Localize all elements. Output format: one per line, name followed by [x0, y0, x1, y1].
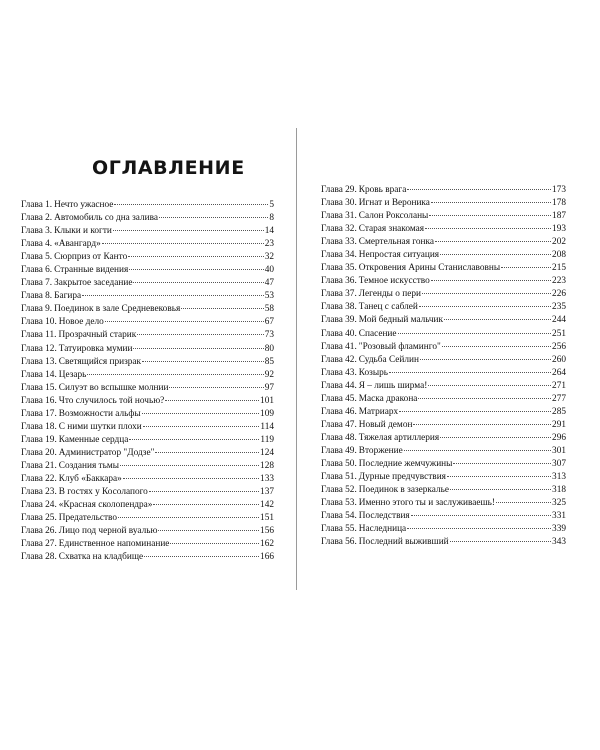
dot-leader — [159, 217, 268, 218]
dot-leader — [425, 228, 551, 229]
chapter-title: Матриарх — [358, 406, 399, 417]
page-number: 226 — [552, 289, 566, 300]
dot-leader — [114, 204, 268, 205]
chapter-number: Глава 10. — [21, 317, 57, 328]
chapter-number: Глава 11. — [21, 330, 57, 341]
page-number: 47 — [264, 278, 274, 289]
chapter-number: Глава 19. — [21, 434, 57, 445]
page-number: 313 — [552, 472, 566, 483]
chapter-title: Козырь — [358, 367, 388, 378]
dot-leader — [113, 230, 264, 231]
page-number: 92 — [264, 369, 274, 380]
dot-leader — [165, 400, 259, 401]
chapter-number: Глава 44. — [321, 380, 357, 391]
page-number: 202 — [552, 237, 566, 248]
page-number: 114 — [260, 421, 274, 432]
toc-title: ОГЛАВЛЕНИЕ — [92, 157, 245, 179]
toc-entry — [321, 341, 566, 354]
chapter-title: Странные видения — [54, 265, 129, 276]
dot-leader — [450, 489, 551, 490]
dot-leader — [428, 385, 551, 386]
page-number: 32 — [264, 252, 274, 263]
toc-entry — [21, 316, 274, 329]
toc-entry — [321, 236, 566, 249]
chapter-number: Глава 28. — [21, 552, 57, 563]
page-number: 142 — [260, 500, 274, 511]
toc-entry — [321, 328, 566, 341]
toc-entry — [321, 536, 566, 549]
chapter-number: Глава 26. — [21, 526, 57, 537]
chapter-title: Игнат и Вероника — [358, 198, 430, 209]
chapter-title: Кровь врага — [358, 185, 407, 195]
page-number: 173 — [552, 185, 566, 195]
page-number: 101 — [260, 395, 274, 406]
dot-leader — [419, 306, 551, 307]
dot-leader — [404, 450, 551, 451]
toc-entry — [21, 447, 274, 460]
chapter-number: Глава 37. — [321, 289, 357, 300]
chapter-title: Прозрачный старик — [58, 330, 137, 341]
toc-entry — [21, 199, 274, 212]
toc-entry — [321, 223, 566, 236]
page-number: 264 — [552, 367, 566, 378]
dot-leader — [142, 413, 259, 414]
dot-leader — [123, 478, 259, 479]
chapter-title: Непростая ситуация — [358, 250, 440, 261]
page-number: 109 — [260, 408, 274, 419]
dot-leader — [128, 256, 263, 257]
dot-leader — [129, 439, 259, 440]
chapter-title: Вторжение — [358, 445, 403, 456]
chapter-title: Последние жемчужины — [358, 458, 453, 469]
toc-entry — [21, 303, 274, 316]
chapter-number: Глава 3. — [21, 226, 53, 237]
toc-entry — [21, 538, 274, 551]
chapter-number: Глава 29. — [321, 185, 357, 195]
chapter-number: Глава 22. — [21, 473, 57, 484]
chapter-number: Глава 36. — [321, 276, 357, 287]
page-number: 271 — [552, 380, 566, 391]
chapter-number: Глава 4. — [21, 239, 53, 250]
toc-entry — [21, 225, 274, 238]
chapter-title: Тяжелая артиллерия — [358, 432, 440, 443]
page-number: 23 — [264, 239, 274, 250]
chapter-title: С ними шутки плохи — [58, 421, 142, 432]
page-number: 97 — [264, 382, 274, 393]
dot-leader — [105, 321, 264, 322]
chapter-title: Откровения Арины Станиславовны — [358, 263, 501, 274]
page-number: 73 — [264, 330, 274, 341]
chapter-title: Схватка на кладбище — [58, 552, 144, 563]
chapter-title: Танец с саблей — [358, 302, 418, 313]
toc-right-column — [321, 184, 566, 549]
toc-entry — [21, 434, 274, 447]
page-number: 151 — [260, 513, 274, 524]
dot-leader — [398, 333, 552, 334]
page-number: 5 — [269, 200, 274, 210]
toc-entry — [321, 484, 566, 497]
chapter-number: Глава 34. — [321, 250, 357, 261]
chapter-number: Глава 41. — [321, 341, 357, 352]
page-number: 215 — [552, 263, 566, 274]
toc-entry — [21, 329, 274, 342]
dot-leader — [399, 411, 551, 412]
dot-leader — [420, 359, 551, 360]
toc-entry — [321, 184, 566, 197]
toc-entry — [321, 432, 566, 445]
toc-entry — [321, 275, 566, 288]
chapter-title: Что случилось той ночью? — [58, 395, 165, 406]
chapter-title: «Красная сколопендра» — [58, 500, 153, 511]
dot-leader — [102, 243, 264, 244]
chapter-number: Глава 55. — [321, 524, 357, 535]
chapter-number: Глава 14. — [21, 369, 57, 380]
page-number: 58 — [264, 304, 274, 315]
dot-leader — [411, 515, 551, 516]
chapter-number: Глава 1. — [21, 200, 53, 210]
dot-leader — [118, 517, 259, 518]
chapter-title: Татуировка мумии — [58, 343, 133, 354]
toc-entry — [21, 486, 274, 499]
dot-leader — [82, 295, 264, 296]
chapter-number: Глава 16. — [21, 395, 57, 406]
toc-entry — [21, 264, 274, 277]
chapter-number: Глава 32. — [321, 224, 357, 235]
toc-entry — [321, 288, 566, 301]
dot-leader — [407, 189, 551, 190]
chapter-title: Салон Роксоланы — [358, 211, 429, 222]
toc-entry — [21, 408, 274, 421]
chapter-number: Глава 31. — [321, 211, 357, 222]
chapter-title: Маска дракона — [358, 393, 418, 404]
chapter-title: Автомобиль со дна залива — [54, 213, 159, 224]
toc-entry — [321, 445, 566, 458]
page-number: 40 — [264, 265, 274, 276]
toc-entry — [321, 497, 566, 510]
chapter-number: Глава 6. — [21, 265, 53, 276]
page-number: 339 — [552, 524, 566, 535]
dot-leader — [440, 254, 551, 255]
dot-leader — [142, 361, 264, 362]
chapter-title: Цезарь — [58, 369, 87, 380]
chapter-title: Лицо под черной вуалью — [58, 526, 158, 537]
chapter-number: Глава 38. — [321, 302, 357, 313]
chapter-number: Глава 50. — [321, 458, 357, 469]
toc-entry — [321, 262, 566, 275]
chapter-title: Спасение — [358, 328, 397, 339]
toc-entry — [21, 460, 274, 473]
chapter-title: Старая знакомая — [358, 224, 425, 235]
page-number: 187 — [552, 211, 566, 222]
dot-leader — [496, 502, 551, 503]
chapter-title: Я – лишь ширма! — [358, 380, 428, 391]
toc-entry — [21, 212, 274, 225]
dot-leader — [407, 528, 551, 529]
dot-leader — [435, 241, 551, 242]
chapter-number: Глава 30. — [321, 198, 357, 209]
page-number: 285 — [552, 406, 566, 417]
chapter-number: Глава 53. — [321, 498, 357, 509]
page-number: 119 — [260, 434, 274, 445]
toc-entry — [321, 301, 566, 314]
chapter-title: Создания тьмы — [58, 460, 119, 471]
dot-leader — [170, 543, 259, 544]
dot-leader — [133, 348, 263, 349]
page-number: 124 — [260, 447, 274, 458]
toc-entry — [21, 395, 274, 408]
page-number: 325 — [552, 498, 566, 509]
chapter-number: Глава 35. — [321, 263, 357, 274]
toc-entry — [321, 380, 566, 393]
chapter-number: Глава 20. — [21, 447, 57, 458]
dot-leader — [429, 215, 551, 216]
page-number: 85 — [264, 356, 274, 367]
dot-leader — [413, 424, 551, 425]
chapter-title: Предательство — [58, 513, 117, 524]
chapter-title: Поединок в зале Средневековья — [54, 304, 181, 315]
chapter-title: Нечто ужасное — [54, 200, 114, 210]
chapter-number: Глава 46. — [321, 406, 357, 417]
chapter-title: Смертельная гонка — [358, 237, 434, 248]
dot-leader — [431, 202, 551, 203]
chapter-title: Возможности альфы — [58, 408, 141, 419]
chapter-title: Последствия — [358, 511, 410, 522]
page-number: 343 — [552, 537, 566, 548]
chapter-title: Багира — [54, 291, 82, 302]
chapter-number: Глава 23. — [21, 487, 57, 498]
toc-entry — [321, 419, 566, 432]
chapter-number: Глава 15. — [21, 382, 57, 393]
page-number: 277 — [552, 393, 566, 404]
page-number: 8 — [269, 213, 274, 224]
dot-leader — [440, 437, 551, 438]
toc-entry — [321, 367, 566, 380]
chapter-number: Глава 13. — [21, 356, 57, 367]
toc-entry — [21, 356, 274, 369]
dot-leader — [158, 530, 259, 531]
chapter-number: Глава 42. — [321, 354, 357, 365]
dot-leader — [418, 398, 551, 399]
toc-entry — [321, 393, 566, 406]
chapter-number: Глава 49. — [321, 445, 357, 456]
page-number: 128 — [260, 460, 274, 471]
page-number: 223 — [552, 276, 566, 287]
dot-leader — [87, 374, 263, 375]
chapter-title: Последний выживший — [358, 537, 449, 548]
dot-leader — [442, 346, 551, 347]
chapter-number: Глава 21. — [21, 460, 57, 471]
page-number: 53 — [264, 291, 274, 302]
chapter-title: Мой бедный мальчик — [358, 315, 443, 326]
chapter-number: Глава 17. — [21, 408, 57, 419]
page-number: 14 — [264, 226, 274, 237]
chapter-number: Глава 18. — [21, 421, 57, 432]
page-number: 178 — [552, 198, 566, 209]
page-number: 256 — [552, 341, 566, 352]
dot-leader — [129, 269, 263, 270]
toc-entry — [321, 458, 566, 471]
chapter-title: Поединок в зазеркалье — [358, 485, 449, 496]
dot-leader — [444, 319, 551, 320]
toc-entry — [21, 290, 274, 303]
chapter-number: Глава 56. — [321, 537, 357, 548]
toc-entry — [21, 525, 274, 538]
chapter-number: Глава 2. — [21, 213, 53, 224]
page-number: 318 — [552, 485, 566, 496]
dot-leader — [422, 293, 551, 294]
chapter-number: Глава 9. — [21, 304, 53, 315]
page-gutter — [296, 128, 297, 590]
toc-entry — [321, 314, 566, 327]
chapter-title: Светящийся призрак — [58, 356, 142, 367]
toc-left-column — [21, 199, 274, 564]
page-number: 80 — [264, 343, 274, 354]
chapter-title: Сюрприз от Канто — [54, 252, 128, 263]
chapter-title: Администратор "Додзе" — [58, 447, 155, 458]
dot-leader — [137, 334, 263, 335]
toc-entry — [321, 406, 566, 419]
chapter-number: Глава 27. — [21, 539, 57, 550]
toc-entry — [21, 499, 274, 512]
toc-entry — [21, 512, 274, 525]
dot-leader — [144, 556, 259, 557]
toc-entry — [21, 238, 274, 251]
toc-entry — [21, 251, 274, 264]
chapter-number: Глава 12. — [21, 343, 57, 354]
page-number: 235 — [552, 302, 566, 313]
chapter-number: Глава 51. — [321, 472, 357, 483]
chapter-number: Глава 43. — [321, 367, 357, 378]
dot-leader — [133, 282, 263, 283]
page-number: 331 — [552, 511, 566, 522]
page-number: 251 — [552, 328, 566, 339]
chapter-title: Судьба Сейлин — [358, 354, 419, 365]
page-number: 291 — [552, 419, 566, 430]
page-number: 166 — [260, 552, 274, 563]
toc-entry — [21, 473, 274, 486]
chapter-title: Именно этого ты и заслуживаешь! — [358, 498, 495, 509]
chapter-number: Глава 52. — [321, 485, 357, 496]
dot-leader — [453, 463, 551, 464]
page-number: 244 — [552, 315, 566, 326]
dot-leader — [431, 280, 551, 281]
page-number: 296 — [552, 432, 566, 443]
chapter-number: Глава 47. — [321, 419, 357, 430]
chapter-number: Глава 54. — [321, 511, 357, 522]
page-number: 193 — [552, 224, 566, 235]
chapter-number: Глава 40. — [321, 328, 357, 339]
chapter-number: Глава 24. — [21, 500, 57, 511]
toc-entry — [321, 471, 566, 484]
dot-leader — [120, 465, 259, 466]
dot-leader — [149, 491, 259, 492]
chapter-number: Глава 48. — [321, 432, 357, 443]
page-number: 208 — [552, 250, 566, 261]
page-number: 162 — [260, 539, 274, 550]
toc-entry — [21, 421, 274, 434]
page-number: 260 — [552, 354, 566, 365]
page-number: 307 — [552, 458, 566, 469]
page-number: 301 — [552, 445, 566, 456]
chapter-title: Каменные сердца — [58, 434, 129, 445]
chapter-title: «Авангард» — [54, 239, 101, 250]
dot-leader — [389, 372, 551, 373]
toc-entry — [321, 210, 566, 223]
toc-entry — [21, 551, 274, 564]
toc-entry — [321, 249, 566, 262]
chapter-title: Силуэт во вспышке молнии — [58, 382, 169, 393]
dot-leader — [501, 267, 551, 268]
chapter-title: Наследница — [358, 524, 407, 535]
chapter-number: Глава 8. — [21, 291, 53, 302]
toc-entry — [321, 354, 566, 367]
dot-leader — [169, 387, 263, 388]
chapter-title: Новое дело — [58, 317, 104, 328]
dot-leader — [143, 426, 260, 427]
page-number: 67 — [264, 317, 274, 328]
toc-entry — [321, 510, 566, 523]
chapter-number: Глава 33. — [321, 237, 357, 248]
dot-leader — [450, 541, 551, 542]
toc-entry — [21, 382, 274, 395]
page-number: 156 — [260, 526, 274, 537]
chapter-title: В гостях у Косолапого — [58, 487, 148, 498]
chapter-number: Глава 25. — [21, 513, 57, 524]
chapter-title: Клыки и когти — [54, 226, 112, 237]
chapter-title: Единственное напоминание — [58, 539, 170, 550]
chapter-number: Глава 45. — [321, 393, 357, 404]
chapter-title: Легенды о пери — [358, 289, 421, 300]
dot-leader — [181, 308, 263, 309]
toc-entry — [21, 369, 274, 382]
chapter-title: Дурные предчувствия — [358, 472, 446, 483]
chapter-number: Глава 7. — [21, 278, 53, 289]
toc-entry — [21, 343, 274, 356]
chapter-title: "Розовый фламинго" — [358, 341, 441, 352]
chapter-number: Глава 39. — [321, 315, 357, 326]
dot-leader — [153, 504, 259, 505]
toc-entry — [321, 523, 566, 536]
dot-leader — [447, 476, 551, 477]
chapter-title: Закрытое заседание — [54, 278, 133, 289]
dot-leader — [155, 452, 259, 453]
page-number: 137 — [260, 487, 274, 498]
chapter-title: Новый демон — [358, 419, 413, 430]
chapter-title: Темное искусство — [358, 276, 430, 287]
toc-entry — [21, 277, 274, 290]
toc-entry — [321, 197, 566, 210]
chapter-title: Клуб «Баккара» — [58, 473, 122, 484]
chapter-number: Глава 5. — [21, 252, 53, 263]
page-number: 133 — [260, 473, 274, 484]
